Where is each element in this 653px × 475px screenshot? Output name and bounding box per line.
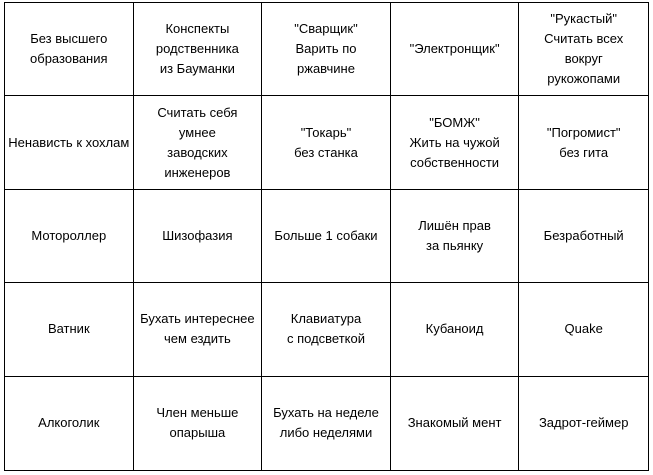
bingo-cell: Quake	[519, 283, 648, 376]
bingo-cell: Клавиатура с подсветкой	[262, 283, 391, 376]
bingo-cell: "БОМЖ" Жить на чужой собственности	[391, 96, 520, 189]
bingo-cell: Мотороллер	[5, 190, 134, 283]
bingo-cell: "Токарь" без станка	[262, 96, 391, 189]
bingo-cell: Задрот-геймер	[538, 415, 629, 431]
bingo-cell: Лишён прав за пьянку	[391, 190, 520, 283]
bingo-grid	[4, 2, 649, 471]
bingo-cell: Член меньше опарыша	[134, 377, 263, 470]
bingo-cell: Считать себя умнее заводских инженеров	[134, 96, 263, 189]
bingo-cell: Без высшего образования	[5, 3, 134, 96]
bingo-cell: Бухать на неделе либо неделями	[262, 377, 391, 470]
bingo-cell: "Электронщик"	[391, 3, 520, 96]
bingo-cell: Конспекты родственника из Бауманки	[134, 3, 263, 96]
bingo-cell: Бухать интереснее чем ездить	[134, 283, 263, 376]
bingo-cell: Ненависть к хохлам	[5, 96, 134, 189]
bingo-cell: Знакомый мент	[391, 377, 520, 470]
bingo-cell: Больше 1 собаки	[262, 190, 391, 283]
bingo-cell: Алкоголик	[5, 377, 134, 470]
bingo-cell: Ватник	[5, 283, 134, 376]
bingo-cell: "Погромист" без гита	[519, 96, 648, 189]
bingo-cell: "Рукастый" Считать всех вокруг рукожопами	[519, 3, 648, 96]
bingo-cell: Кубаноид	[391, 283, 520, 376]
bingo-cell: "Сварщик" Варить по ржавчине	[262, 3, 391, 96]
bingo-cell: Шизофазия	[134, 190, 263, 283]
bingo-cell: Безработный	[519, 190, 648, 283]
